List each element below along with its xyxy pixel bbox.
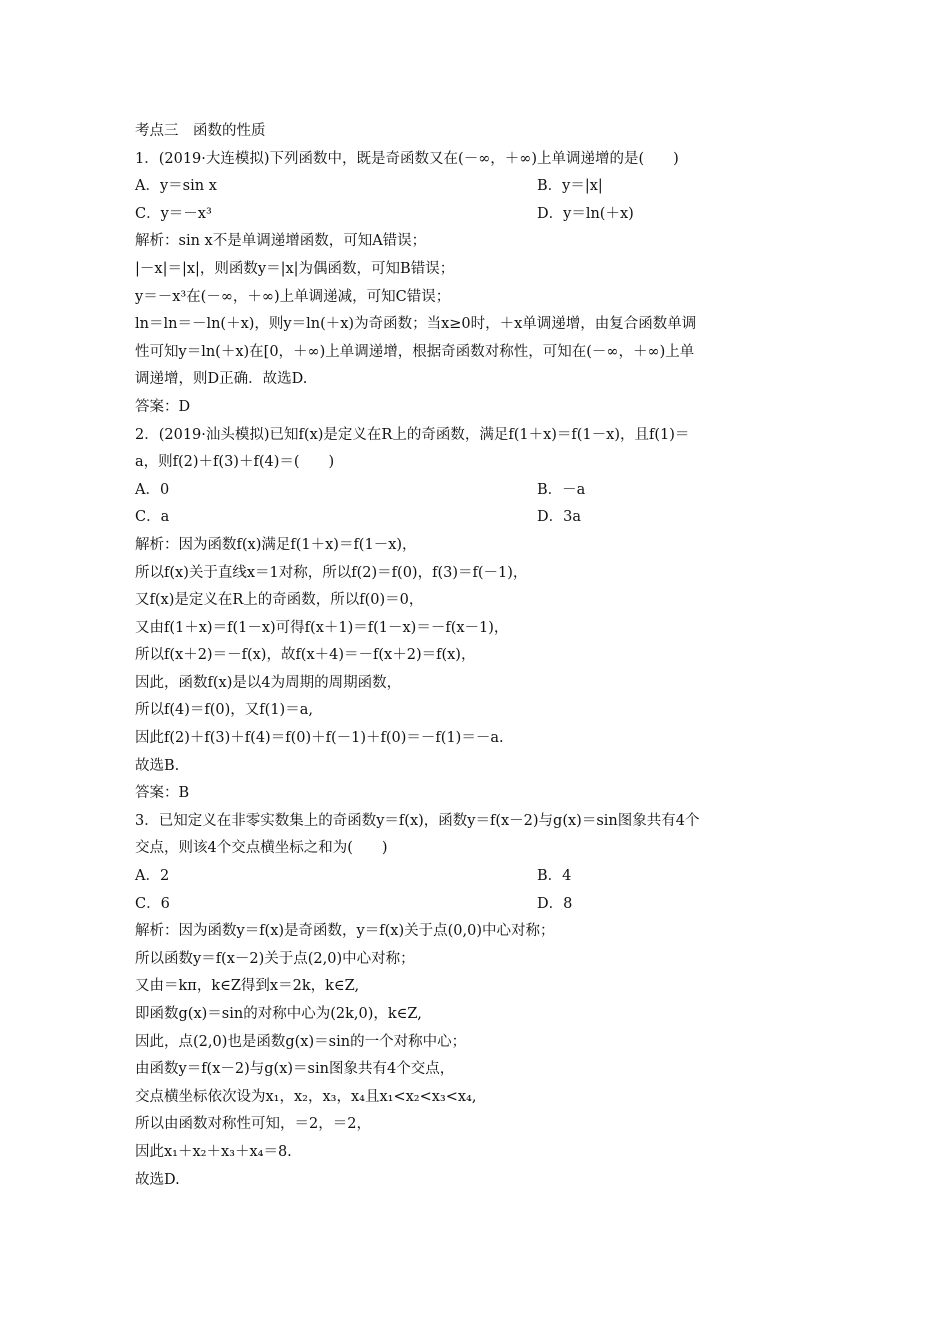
question-1-analysis-line: ln＝ln＝－ln(＋x)，则y＝ln(＋x)为奇函数；当x≥0时，＋x单调递增，由复合函数单调 — [135, 316, 697, 333]
question-2-options-row-2 — [135, 504, 825, 532]
question-2-option-c: C．a — [135, 509, 170, 526]
question-3-options-row-2 — [135, 891, 825, 919]
question-3-analysis-line: 因此x₁＋x₂＋x₃＋x₄＝8. — [135, 1143, 292, 1160]
question-1-option-b: B．y＝|x| — [537, 178, 603, 195]
question-3-stem-line-2: 交点，则该4个交点横坐标之和为( ) — [135, 840, 388, 857]
question-2-analysis-line: 又f(x)是定义在R上的奇函数，所以f(0)＝0， — [135, 592, 424, 609]
question-1-answer: 答案：D — [135, 398, 191, 415]
question-1-analysis-line: y＝－x³在(－∞，＋∞)上单调递减，可知C错误； — [135, 288, 451, 305]
question-3-option-b: B．4 — [537, 868, 572, 885]
question-2-analysis-line: 因此f(2)＋f(3)＋f(4)＝f(0)＋f(－1)＋f(0)＝－f(1)＝－a. — [135, 730, 504, 747]
question-2-stem-line-1: 2．(2019·汕头模拟)已知f(x)是定义在R上的奇函数，满足f(1＋x)＝f(1－x)，且f(1)＝ — [135, 426, 690, 443]
question-2-analysis-line: 解析：因为函数f(x)满足f(1＋x)＝f(1－x)， — [135, 536, 417, 553]
question-3-analysis-line: 因此，点(2,0)也是函数g(x)＝sin的一个对称中心； — [135, 1033, 467, 1050]
question-3-option-d: D．8 — [537, 895, 573, 912]
question-3-analysis-line: 即函数g(x)＝sin的对称中心为(2k,0)，k∈Z, — [135, 1006, 422, 1022]
question-2-analysis-line: 所以f(4)＝f(0)，又f(1)＝a, — [135, 702, 313, 719]
question-2-analysis-line: 故选B. — [135, 757, 180, 774]
question-1-option-c: C．y＝－x³ — [135, 205, 212, 222]
question-3-analysis-line: 交点横坐标依次设为x₁，x₂，x₃，x₄且x₁<x₂<x₃<x₄, — [135, 1088, 477, 1105]
question-2-option-a: A．0 — [135, 481, 170, 498]
question-2-analysis-line: 所以f(x＋2)＝－f(x)，故f(x＋4)＝－f(x＋2)＝f(x)， — [135, 647, 476, 664]
question-2-analysis-line: 所以f(x)关于直线x＝1对称，所以f(2)＝f(0)，f(3)＝f(－1)， — [135, 564, 528, 581]
question-3-options-row-1 — [135, 863, 825, 891]
question-1-options-row-2 — [135, 201, 825, 229]
question-2-options-row-1 — [135, 477, 825, 505]
question-3-analysis-line: 所以函数y＝f(x－2)关于点(2,0)中心对称； — [135, 950, 415, 967]
question-3-option-c: C．6 — [135, 895, 170, 912]
question-3-analysis-line: 又由＝kπ，k∈Z得到x＝2k，k∈Z, — [135, 978, 360, 995]
question-1-option-d: D．y＝ln(＋x) — [537, 205, 634, 222]
question-3-analysis-line: 所以由函数对称性可知，＝2，＝2， — [135, 1116, 371, 1133]
question-3-analysis-line: 由函数y＝f(x－2)与g(x)＝sin图象共有4个交点， — [135, 1061, 455, 1078]
question-3-option-a: A．2 — [135, 868, 170, 885]
question-1-stem: 1．(2019·大连模拟)下列函数中，既是奇函数又在(－∞，＋∞)上单调递增的是( ) — [135, 150, 679, 167]
question-3-analysis-line: 解析：因为函数y＝f(x)是奇函数，y＝f(x)关于点(0,0)中心对称； — [135, 923, 555, 940]
question-2-analysis-line: 又由f(1＋x)＝f(1－x)可得f(x＋1)＝f(1－x)＝－f(x－1)， — [135, 619, 509, 636]
question-2-option-d: D．3a — [537, 509, 581, 526]
question-1-option-a: A．y＝sin x — [135, 178, 217, 195]
question-2-stem-line-2: a，则f(2)＋f(3)＋f(4)＝( ) — [135, 454, 335, 471]
question-2-analysis-line: 因此，函数f(x)是以4为周期的周期函数， — [135, 674, 402, 691]
question-2-option-b: B．－a — [537, 481, 586, 498]
document-page — [135, 118, 825, 1194]
question-1-analysis-line: |－x|＝|x|，则函数y＝|x|为偶函数，可知B错误； — [135, 260, 455, 277]
question-3-analysis-line: 故选D. — [135, 1171, 180, 1188]
question-2-answer: 答案：B — [135, 785, 190, 802]
section-title: 考点三 函数的性质 — [135, 123, 266, 139]
question-1-analysis-line: 调递增，则D正确．故选D. — [135, 371, 308, 388]
question-1-analysis-line: 解析：sin x不是单调递增函数，可知A错误； — [135, 233, 427, 250]
question-3-stem-line-1: 3．已知定义在非零实数集上的奇函数y＝f(x)，函数y＝f(x－2)与g(x)＝sin图象共有4个 — [135, 812, 700, 829]
question-1-options-row-1 — [135, 173, 825, 201]
question-1-analysis-line: 性可知y＝ln(＋x)在[0，＋∞)上单调递增，根据奇函数对称性，可知在(－∞，＋∞)上单 — [135, 343, 695, 360]
